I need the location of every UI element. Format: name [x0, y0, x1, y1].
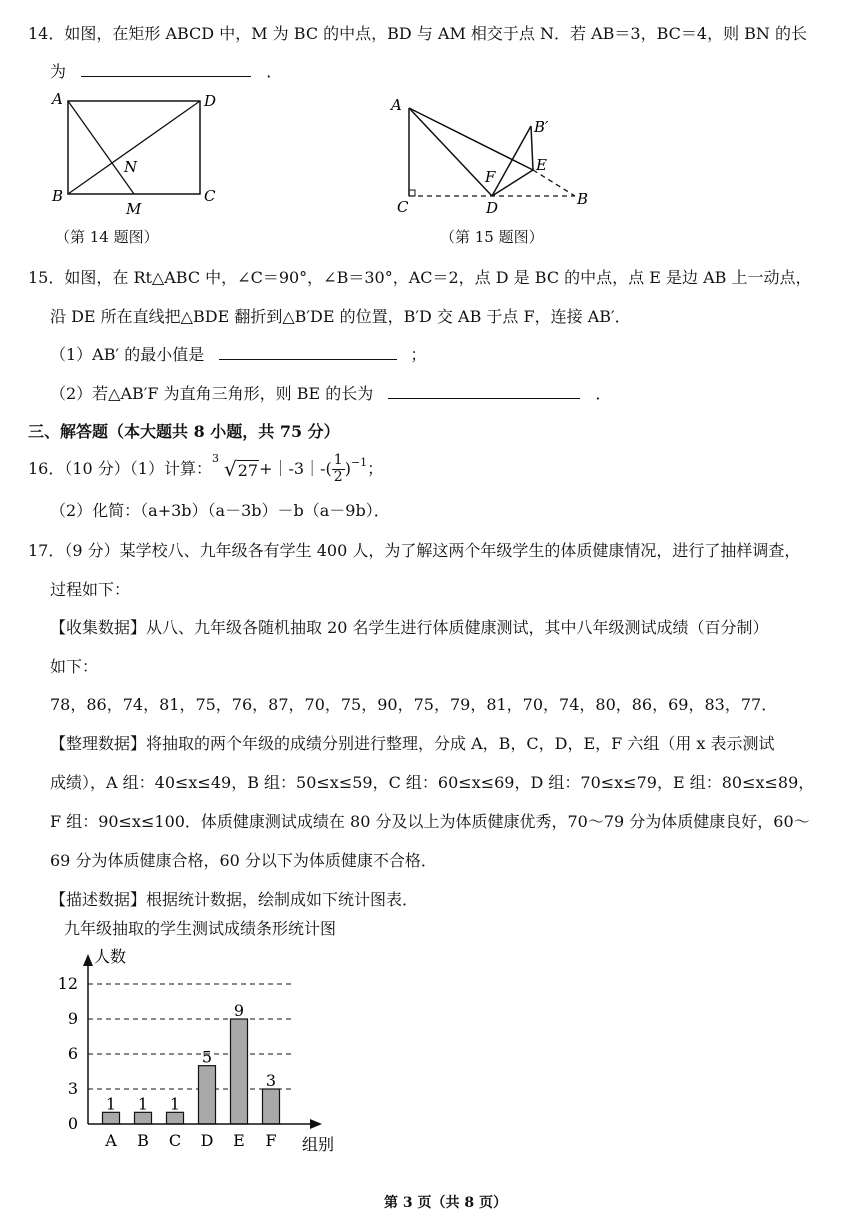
bar-C [167, 1112, 184, 1124]
q16-exponent: −1 [350, 455, 368, 469]
x-tick-label: E [233, 1131, 245, 1150]
q15-sub2-suffix: ． [595, 384, 612, 403]
fig15-caption: （第 15 题图） [440, 228, 544, 246]
x-tick-label: A [105, 1131, 117, 1150]
bar-F [263, 1089, 280, 1124]
q14-answer-blank[interactable] [81, 76, 251, 77]
fig14-label-B: B [52, 187, 64, 205]
q15-sub2-blank[interactable] [388, 398, 580, 399]
q17-line2: 过程如下： [50, 580, 131, 599]
chart-title: 九年级抽取的学生测试成绩条形统计图 [64, 919, 337, 938]
q17-collect2: 如下： [50, 657, 99, 676]
q17-organize4: 69 分为体质健康合格，60 分以下为体质健康不合格． [50, 851, 437, 870]
fig14-label-A: A [52, 90, 63, 108]
bar-E [231, 1019, 248, 1124]
q16-end: ； [367, 459, 384, 478]
q14-prefix: 为 [50, 62, 67, 81]
fig15-label-F: F [485, 168, 496, 186]
fig15-label-B: B [577, 190, 589, 208]
bar-A [103, 1112, 120, 1124]
q17-line1: 17．（9 分）某学校八、九年级各有学生 400 人，为了解这两个年级学生的体质健康情况，进行了抽样调查， [28, 541, 801, 560]
cube-root: 3 √27 [212, 452, 259, 481]
bar-value-label: 9 [233, 1001, 245, 1020]
bar-value-label: 5 [201, 1047, 213, 1067]
y-tick-label: 3 [67, 1079, 78, 1098]
fig14-diagram [40, 88, 240, 218]
q15-sub2 [50, 386, 611, 402]
section3-heading: 三、解答题（本大题共 8 小题，共 75 分） [28, 422, 340, 441]
chart-grid [88, 984, 295, 1089]
q15-sub2-text: （2）若△AB′F 为直角三角形，则 BE 的长为 [50, 384, 374, 403]
x-tick-label: C [168, 1131, 182, 1150]
q17-organize1: 【整理数据】将抽取的两个年级的成绩分别进行整理，分成 A，B，C，D，E，F 六组（用 x 表示测试 [50, 734, 775, 753]
q16-fraction [332, 453, 345, 485]
q17-collect: 【收集数据】从八、九年级各随机抽取 20 名学生进行体质健康测试，其中八年级测试成绩（百分制） [50, 618, 769, 637]
q17-organize2: 成绩），A 组：40≤x≤49，B 组：50≤x≤59，C 组：60≤x≤69，D 组：70≤x≤79，E 组：80≤x≤89， [50, 773, 815, 792]
q15-sub1-text: （1）AB′ 的最小值是 [50, 345, 205, 364]
q14-suffix: ． [266, 62, 283, 81]
q17-scores: 78，86，74，81，75，76，87，70，75，90，75，79，81，70，74，80，86，69，83，77． [50, 695, 778, 714]
q17-organize3: F 组：90≤x≤100．体质健康测试成绩在 80 分及以上为体质健康优秀，70～79 分为体质健康良好，60～ [50, 812, 810, 831]
fig14-label-N: N [124, 158, 138, 176]
y-tick-label: 9 [67, 1009, 78, 1028]
q16-prefix: 16．（10 分）（1）计算： [28, 459, 212, 478]
bar-value-label: 1 [169, 1094, 181, 1114]
page-footer: 第 3 页（共 8 页） [384, 1195, 507, 1211]
radicand: 27 [237, 461, 259, 480]
q15-line1: 15．如图，在 Rt△ABC 中，∠C＝90°，∠B＝30°，AC＝2，点 D 是 BC 的中点，点 E 是边 AB 上一动点， [28, 268, 812, 287]
q14-line2 [50, 64, 282, 80]
y-tick-label: 12 [57, 974, 78, 993]
q15-sub1-suffix: ； [410, 345, 427, 364]
fig15-label-D: D [486, 199, 499, 217]
x-axis-arrow [310, 1119, 322, 1129]
fig14-label-D: D [204, 92, 217, 110]
fig15-label-A: A [391, 96, 402, 114]
fig15-label-B2: B′ [534, 118, 549, 136]
q15-sub1 [50, 347, 426, 363]
q15-sub1-blank[interactable] [219, 359, 397, 360]
fig14-caption: （第 14 题图） [55, 228, 159, 246]
fig14-label-C: C [204, 187, 216, 205]
q16-part2: （2）化简：（a+3b）（a－3b）－b（a－9b）． [50, 501, 390, 520]
bar-chart [50, 940, 370, 1160]
q15-line2: 沿 DE 所在直线把△BDE 翻折到△B′DE 的位置，B′D 交 AB 于点 F，连接 AB′． [50, 307, 631, 326]
q17-describe: 【描述数据】根据统计数据，绘制成如下统计图表． [50, 890, 419, 909]
frac-num: 1 [333, 452, 343, 469]
x-tick-label: B [137, 1131, 149, 1150]
y-axis-arrow [83, 954, 93, 966]
y-axis-label: 人数 [94, 947, 127, 966]
bar-D [199, 1066, 216, 1124]
q16-suffix: ) [344, 459, 351, 478]
q16-part1 [28, 452, 383, 486]
y-tick-label: 0 [67, 1114, 78, 1133]
fig15-label-E: E [536, 156, 547, 174]
x-axis-label: 组别 [302, 1135, 335, 1154]
q14-line1: 14．如图，在矩形 ABCD 中，M 为 BC 的中点，BD 与 AM 相交于点 N．若 AB＝3，BC＝4，则 BN 的长 [28, 24, 808, 43]
bar-value-label: 3 [265, 1071, 277, 1090]
bar-value-label: 1 [105, 1094, 117, 1114]
bar-B [135, 1112, 152, 1124]
x-tick-label: D [200, 1131, 214, 1150]
bar-value-label: 1 [137, 1094, 149, 1114]
frac-den: 2 [333, 468, 343, 485]
q16-mid: +｜-3｜-( [259, 459, 332, 478]
fig15-label-C: C [397, 198, 409, 216]
x-tick-label: F [265, 1131, 277, 1150]
fig15-diagram [385, 92, 600, 217]
fig14-label-M: M [126, 200, 142, 218]
y-tick-label: 6 [67, 1044, 78, 1063]
root-index: 3 [212, 452, 219, 465]
